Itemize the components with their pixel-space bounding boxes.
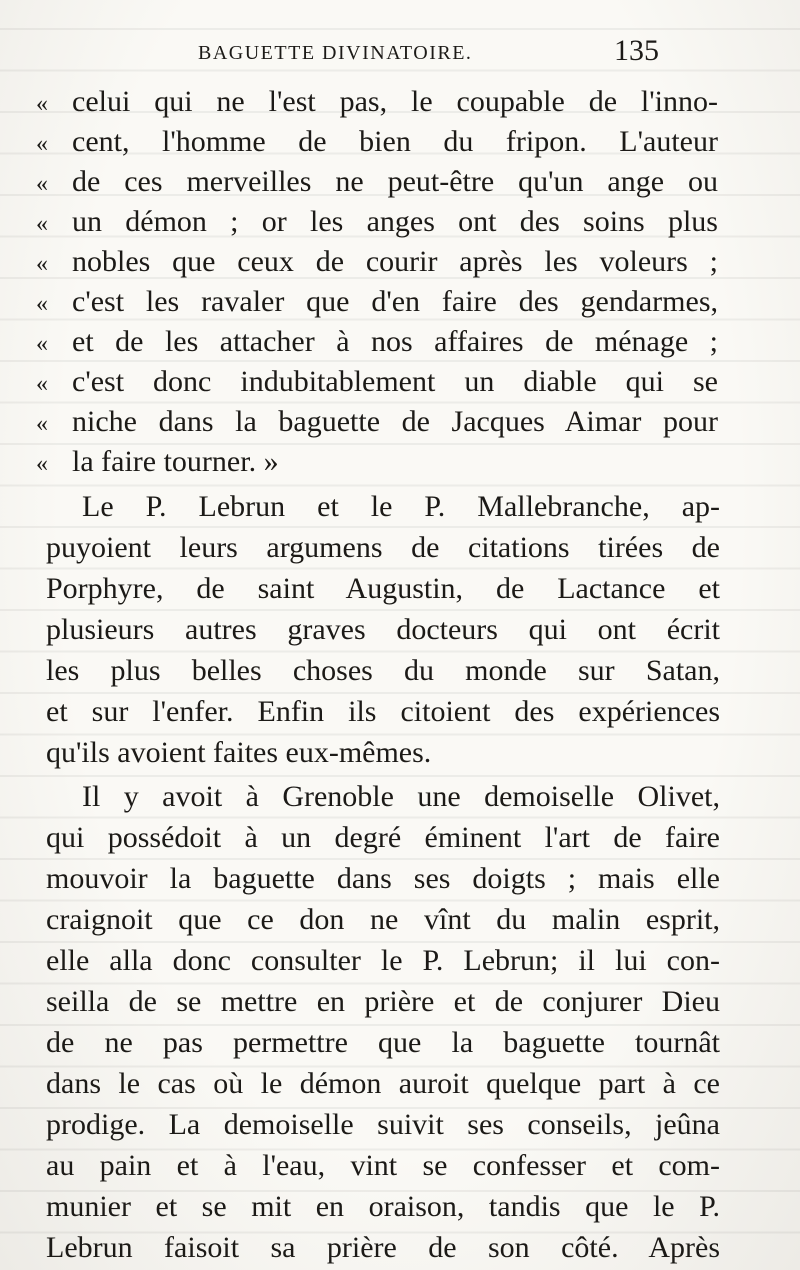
guillemet-mark: « [36,251,48,277]
text-line: « et de les attacher à nos affaires de ménage ; [30,322,730,362]
guillemet-mark: « [36,91,48,117]
guillemet-mark: « [36,131,48,157]
text-line: « la faire tourner. » [30,442,730,482]
text-line: au pain et à l'eau, vint se confesser et com- [46,1149,720,1182]
text-line: « celui qui ne l'est pas, le coupable de l'inno- [30,82,730,122]
guillemet-mark: « [36,171,48,197]
text-line: Porphyre, de saint Augustin, de Lactance et [46,572,720,605]
text-line: « de ces merveilles ne peut-être qu'un ange ou [30,162,730,202]
text-line: « niche dans la baguette de Jacques Aimar pour [30,402,730,442]
text-line: elle alla donc consulter le P. Lebrun; il lui con- [46,944,720,977]
text-line: dans le cas où le démon auroit quelque part à ce [46,1067,720,1100]
running-head [0,34,800,74]
text-line: « nobles que ceux de courir après les voleurs ; [30,242,730,282]
text-line: et sur l'enfer. Enfin ils citoient des expériences [46,695,720,728]
text-line: prodige. La demoiselle suivit ses conseils, jeûna [46,1108,720,1141]
guillemet-mark: « [36,331,48,357]
text-line: munier et se mit en oraison, tandis que le P. [46,1190,720,1223]
text-line: qui possédoit à un degré éminent l'art de faire [46,821,720,854]
page-number: 135 [614,34,659,67]
text-line: qu'ils avoient faites eux-mêmes. [46,736,432,769]
text-line: « c'est les ravaler que d'en faire des gendarmes, [30,282,730,322]
text-line: puyoient leurs argumens de citations tirées de [46,531,720,564]
text-line: les plus belles choses du monde sur Satan, [46,654,720,687]
text-line: seilla de se mettre en prière et de conjurer Dieu [46,985,720,1018]
text-line: « un démon ; or les anges ont des soins plus [30,202,730,242]
text-line: mouvoir la baguette dans ses doigts ; mais elle [46,862,720,895]
text-line: de ne pas permettre que la baguette tournât [46,1026,720,1059]
text-line: Lebrun faisoit sa prière de son côté. Après [46,1231,720,1264]
guillemet-mark: « [36,411,48,437]
text-line: « cent, l'homme de bien du fripon. L'auteur [30,122,730,162]
guillemet-mark: « [36,211,48,237]
guillemet-mark: « [36,291,48,317]
guillemet-mark: « [36,451,48,477]
text-line: plusieurs autres graves docteurs qui ont écrit [46,613,720,646]
text-line: « c'est donc indubitablement un diable qui se [30,362,730,402]
running-head-title: BAGUETTE DIVINATOIRE. [198,42,473,64]
text-line: Le P. Lebrun et le P. Mallebranche, ap- [82,490,720,523]
guillemet-mark: « [36,371,48,397]
text-line: Il y avoit à Grenoble une demoiselle Olivet, [82,780,720,813]
text-line: craignoit que ce don ne vînt du malin esprit, [46,903,720,936]
